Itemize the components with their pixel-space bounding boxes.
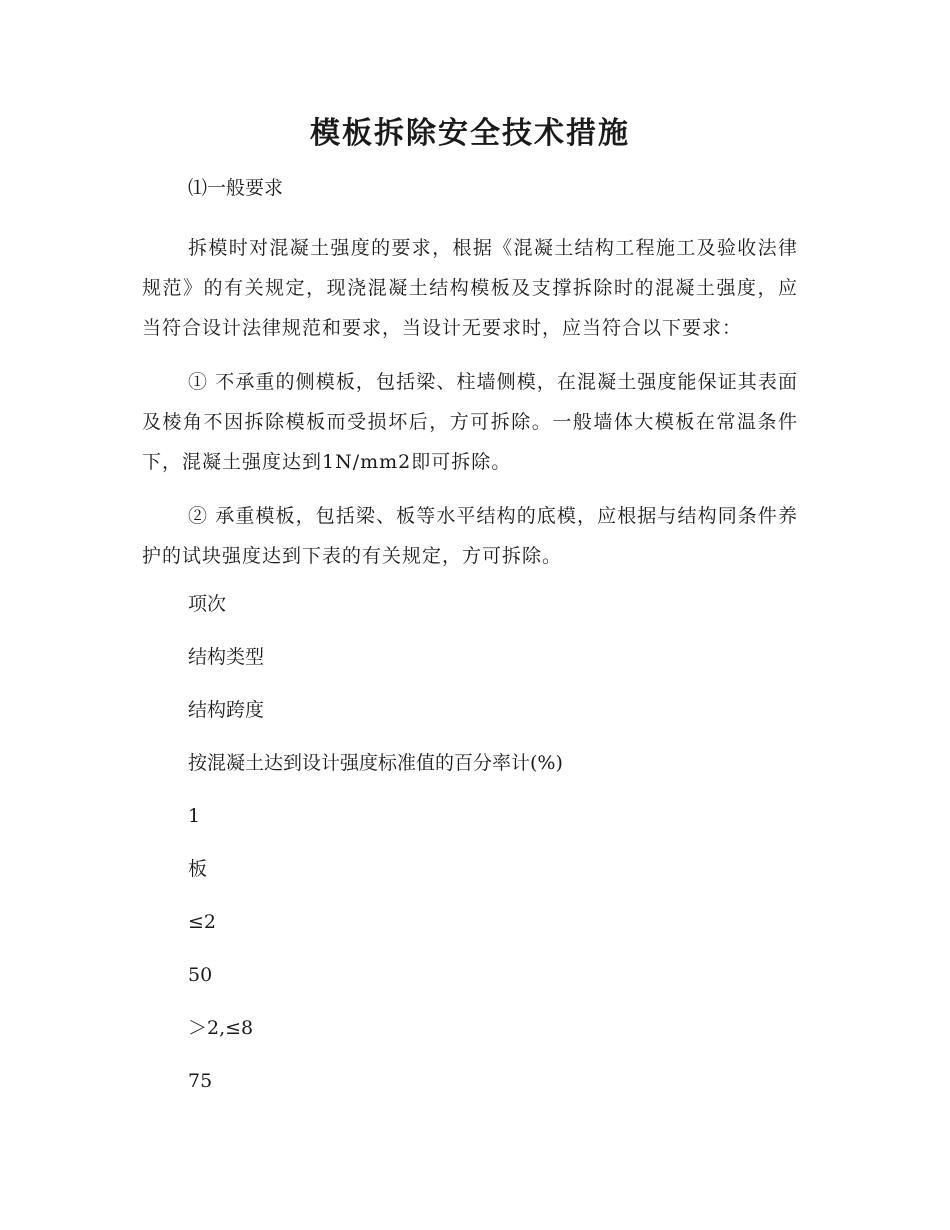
table-cell-span: ＞2,≤8 [188,1017,254,1039]
paragraph-strength-requirement: 拆模时对混凝土强度的要求，根据《混凝土结构工程施工及验收法律规范》的有关规定，现浇混凝土结构模板及支撑拆除时的混凝土强度，应当符合设计法律规范和要求，当设计无要求时，应当符合以下要求： [142,237,798,339]
table-cell-header-span: 结构跨度 [188,699,265,721]
table-cell-item-number: 1 [188,805,201,827]
table-cell-span: ≤2 [188,911,217,933]
table-cell-structure-type: 板 [188,858,208,880]
table-cell-header-percentage: 按混凝土达到设计强度标准值的百分率计(%) [188,752,563,774]
strength-table-lines [142,590,798,1095]
table-cell-percentage: 50 [188,964,213,986]
paragraph-side-formwork: ① 不承重的侧模板，包括梁、柱墙侧模，在混凝土强度能保证其表面及棱角不因拆除模板而受损坏后，方可拆除。一般墙体大模板在常温条件下，混凝土强度达到1N/mm2即可拆除。 [142,371,798,473]
paragraph-bearing-formwork: ② 承重模板，包括梁、板等水平结构的底模，应根据与结构同条件养护的试块强度达到下表的有关规定，方可拆除。 [142,505,798,567]
table-cell-percentage: 75 [188,1070,213,1092]
table-cell-header-structure-type: 结构类型 [188,646,265,668]
table-cell-header-item: 项次 [188,593,227,615]
document-title: 模板拆除安全技术措施 [310,116,630,151]
section-heading: ⑴一般要求 [188,177,284,199]
